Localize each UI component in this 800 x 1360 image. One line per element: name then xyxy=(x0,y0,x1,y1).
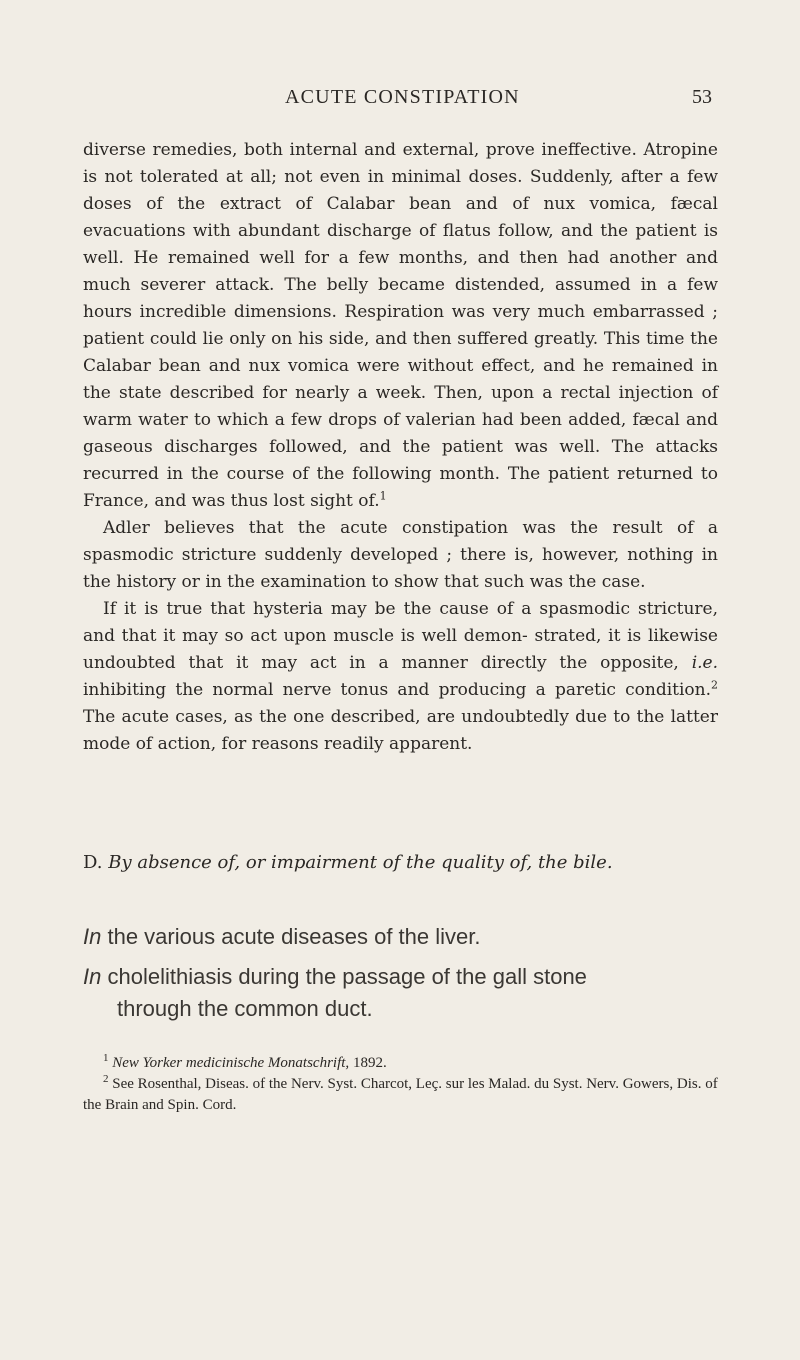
handwritten-note-1-in: In xyxy=(83,924,102,949)
footnotes xyxy=(83,1053,723,1116)
page-number: 53 xyxy=(692,86,712,108)
footnote-1 xyxy=(83,1053,723,1074)
footnote-2-mark: 2 xyxy=(103,1073,109,1085)
section-heading xyxy=(83,848,718,878)
footnote-ref-1: 1 xyxy=(379,489,387,503)
section-title: By absence of, or impairment of the quality of, the bile. xyxy=(108,852,613,873)
section-letter: D. xyxy=(83,852,103,873)
footnote-1-mark: 1 xyxy=(103,1052,109,1064)
footnote-2 xyxy=(83,1074,723,1116)
paragraph-1-text: diverse remedies, both internal and external, prove ineffective. Atropine is not tolerated at all; not even in minimal doses. Suddenly, after a few doses of the extract of Calabar bean and of nux vomica, fæcal evacuations with abundant discharge of flatus follow, and the patient is well. He remained well for a few months, and then had another and much severer attack. The belly became distended, assumed in a few hours incredible dimensions. Respiration was very much embarrassed ; patient could lie only on his side, and then suffered greatly. This time the Calabar bean and nux vomica were without effect, and he remained in the state described for nearly a week. Then, upon a rectal injection of warm water to which a few drops of valerian had been added, fæcal and gaseous discharges followed, and the patient was well. The attacks recurred in the course of the following month. The patient returned to France, and was thus lost sight of. xyxy=(83,140,718,511)
handwritten-note-2 xyxy=(83,961,733,1025)
handwritten-note-2-text: cholelithiasis during the passage of the gall stone xyxy=(107,964,587,989)
paragraph-3-text-b: inhibiting the normal nerve tonus and producing a paretic condition. xyxy=(83,680,711,700)
footnote-1-year: 1892. xyxy=(352,1055,387,1071)
handwritten-note-1 xyxy=(83,921,733,953)
running-title: ACUTE CONSTIPATION xyxy=(285,86,520,108)
paragraph-1 xyxy=(83,137,718,515)
paragraph-3-ie: i.e. xyxy=(691,653,718,673)
footnote-1-title: New Yorker medicinische Monatschrift, xyxy=(112,1055,350,1071)
paragraph-3-text-a: If it is true that hysteria may be the cause of a spasmodic stricture, and that it may so act upon muscle is well demon- strated, it is likewise undoubted that it may act in a manner directly the opposite, xyxy=(83,599,718,673)
footnote-2-text: See Rosenthal, Diseas. of the Nerv. Syst. Charcot, Leç. sur les Malad. du Syst. Nerv. Gowers, Dis. of the Brain and Spin. Cord. xyxy=(83,1076,718,1113)
handwritten-note-1-text: the various acute diseases of the liver. xyxy=(107,924,481,949)
body-text xyxy=(83,137,718,758)
paragraph-3 xyxy=(83,596,718,758)
handwritten-note-2-continuation: through the common duct. xyxy=(117,996,373,1021)
page-header xyxy=(0,86,800,116)
paragraph-2: Adler believes that the acute constipation was the result of a spasmodic stricture suddenly developed ; there is, however, nothing in the history or in the examination to show that such was the case. xyxy=(83,518,718,592)
handwritten-note-2-in: In xyxy=(83,964,102,989)
paragraph-3-text-c: The acute cases, as the one described, are undoubtedly due to the latter mode of action, for reasons readily apparent. xyxy=(83,707,718,754)
footnote-ref-2: 2 xyxy=(711,678,718,692)
